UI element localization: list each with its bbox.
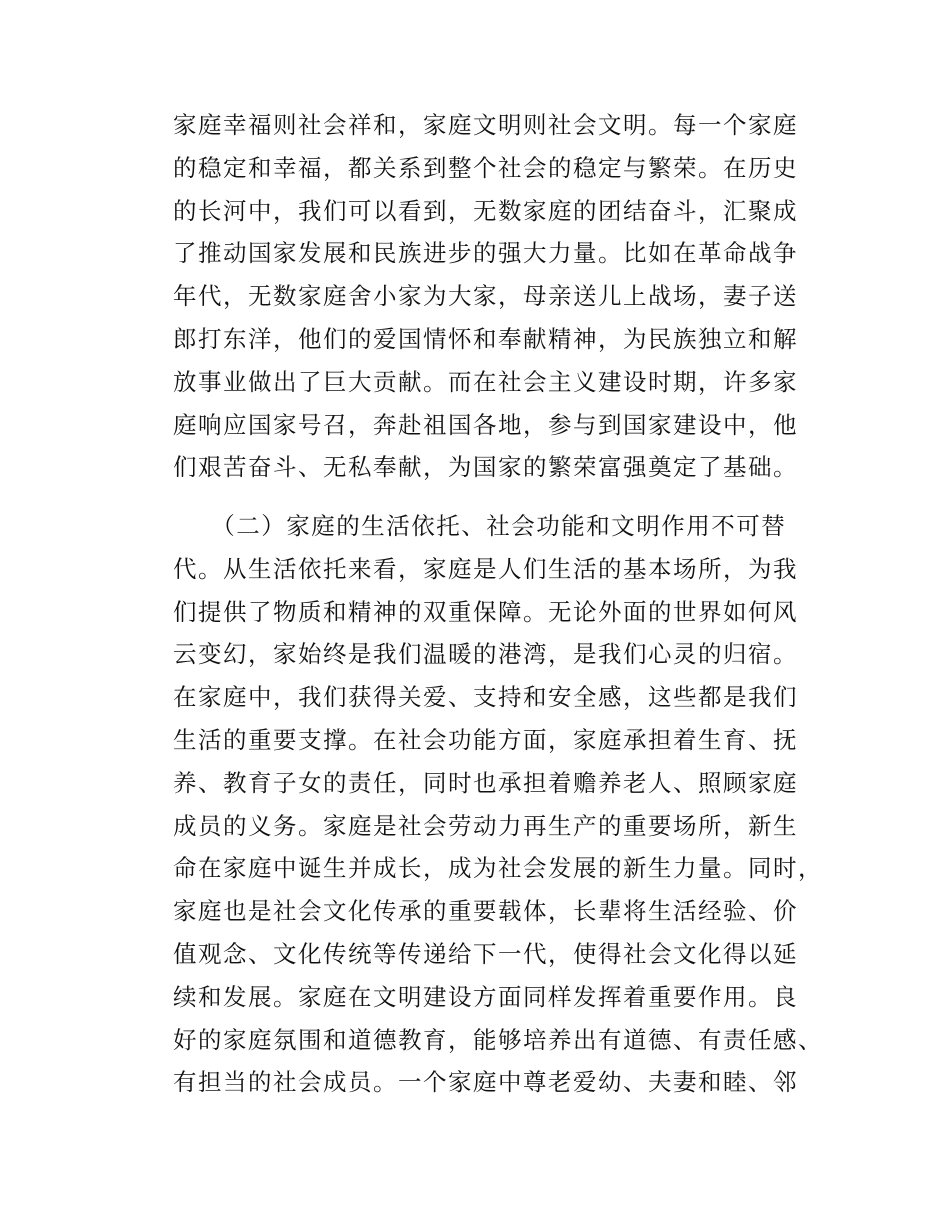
paragraph-family-and-society <box>173 104 813 489</box>
text-line: 好的家庭氛围和道德教育，能够培养出有道德、有责任感、 <box>173 1025 823 1054</box>
text-line: 年代，无数家庭舍小家为大家，母亲送儿上战场，妻子送 <box>173 282 798 311</box>
text-line: 在家庭中，我们获得关爱、支持和安全感，这些都是我们 <box>173 683 798 712</box>
text-line: 家庭也是社会文化传承的重要载体，长辈将生活经验、价 <box>173 897 798 926</box>
text-line: 代。从生活依托来看，家庭是人们生活的基本场所，为我 <box>173 554 798 583</box>
text-line: 命在家庭中诞生并成长，成为社会发展的新生力量。同时， <box>173 854 823 883</box>
paragraph-section-two <box>173 505 823 1104</box>
text-line: 生活的重要支撑。在社会功能方面，家庭承担着生育、抚 <box>173 725 798 754</box>
section-heading-line: （二）家庭的生活依托、社会功能和文明作用不可替 <box>173 512 787 540</box>
text-line: 的稳定和幸福，都关系到整个社会的稳定与繁荣。在历史 <box>173 153 798 182</box>
text-line: 有担当的社会成员。一个家庭中尊老爱幼、夫妻和睦、邻 <box>173 1068 798 1097</box>
text-line: 续和发展。家庭在文明建设方面同样发挥着重要作用。良 <box>173 982 798 1011</box>
text-line: 了推动国家发展和民族进步的强大力量。比如在革命战争 <box>173 239 798 268</box>
text-line: 庭响应国家号召，奔赴祖国各地，参与到国家建设中，他 <box>173 410 798 439</box>
text-line: 值观念、文化传统等传递给下一代，使得社会文化得以延 <box>173 939 798 968</box>
text-line: 郎打东洋，他们的爱国情怀和奉献精神，为民族独立和解 <box>173 324 798 353</box>
text-line: 们艰苦奋斗、无私奉献，为国家的繁荣富强奠定了基础。 <box>173 453 798 482</box>
text-line: 家庭幸福则社会祥和，家庭文明则社会文明。每一个家庭 <box>173 111 798 139</box>
text-line: 成员的义务。家庭是社会劳动力再生产的重要场所，新生 <box>173 811 798 840</box>
text-line: 放事业做出了巨大贡献。而在社会主义建设时期，许多家 <box>173 367 798 396</box>
text-line: 的长河中，我们可以看到，无数家庭的团结奋斗，汇聚成 <box>173 196 798 225</box>
text-line: 们提供了物质和精神的双重保障。无论外面的世界如何风 <box>173 597 798 626</box>
text-line: 养、教育子女的责任，同时也承担着赡养老人、照顾家庭 <box>173 768 798 797</box>
text-line: 云变幻，家始终是我们温暖的港湾，是我们心灵的归宿。 <box>173 640 798 669</box>
